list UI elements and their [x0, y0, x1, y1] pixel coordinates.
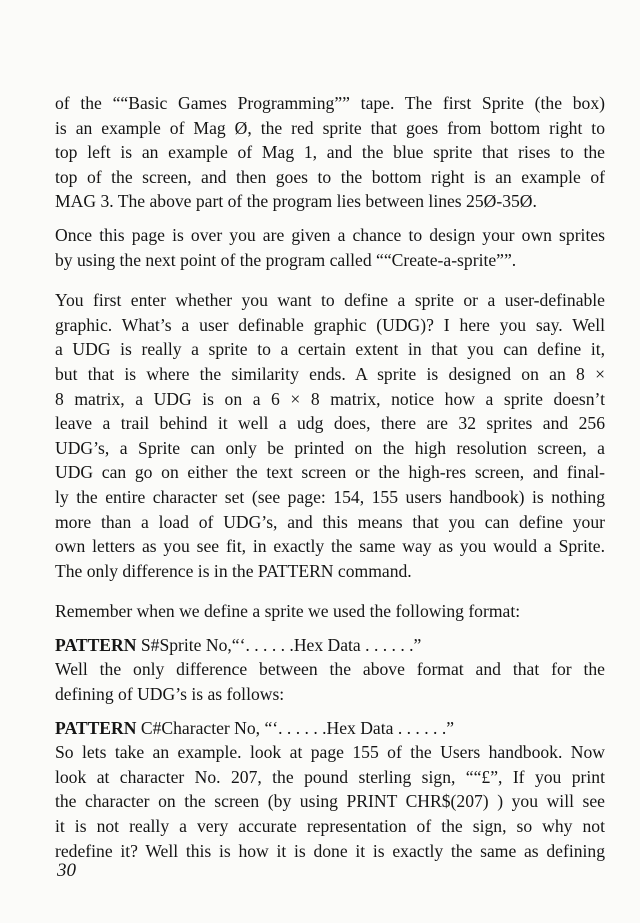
text-line: more than a load of UDG’s, and this means that you can define your — [55, 511, 605, 532]
text-line: a UDG is really a sprite to a certain extent in that you can define it, — [55, 339, 605, 360]
code-pattern-sprite — [55, 633, 605, 658]
text-line: So lets take an example. look at page 155 of the Users handbook. Now — [55, 742, 605, 763]
text-line: You first enter whether you want to define a sprite or a user-definable — [55, 290, 605, 311]
page-body — [55, 91, 605, 863]
text-line: look at character No. 207, the pound sterling sign, ““£”, If you print — [55, 766, 605, 787]
text-line: graphic. What’s a user definable graphic (UDG)? I here you say. Well — [55, 314, 605, 335]
paragraph-udg-explanation — [55, 288, 605, 583]
page-number: 30 — [57, 860, 76, 881]
text-line: MAG 3. The above part of the program lies between lines 25Ø-35Ø. — [55, 191, 537, 212]
text-line: is an example of Mag Ø, the red sprite that goes from bottom right to — [55, 117, 605, 138]
paragraph-pound-example — [55, 740, 605, 863]
text-line: defining of UDG’s is as follows: — [55, 684, 285, 705]
paragraph-create-a-sprite — [55, 223, 605, 272]
text-line: UDG’s, a Sprite can only be printed on the high resolution screen, a — [55, 437, 605, 458]
text-line: Once this page is over you are given a chance to design your own sprites — [55, 224, 605, 245]
text-line: UDG can go on either the text screen or the high-res screen, and final- — [55, 462, 605, 483]
paragraph-sprite-examples — [55, 91, 605, 214]
text-line: leave a trail behind it well a udg does, there are 32 sprites and 256 — [55, 413, 605, 434]
code-arguments: C#Character No, “‘. . . . . .Hex Data . . . . . .” — [136, 717, 455, 738]
text-line: top left is an example of Mag 1, and the blue sprite that rises to the — [55, 142, 605, 163]
text-line: but that is where the similarity ends. A sprite is designed on an 8 × — [55, 363, 605, 384]
text-line: top of the screen, and then goes to the bottom right is an example of — [55, 166, 605, 187]
code-keyword: PATTERN — [55, 634, 137, 655]
code-pattern-character — [55, 716, 605, 741]
paragraph-udg-difference — [55, 657, 605, 706]
text-line: ly the entire character set (see page: 154, 155 users handbook) is nothing — [55, 486, 605, 507]
text-line: own letters as you see fit, in exactly the same way as you would a Sprite. — [55, 536, 605, 557]
text-line: redefine it? Well this is how it is done it is exactly the same as defining — [55, 840, 605, 861]
text-line: 8 matrix, a UDG is on a 6 × 8 matrix, notice how a sprite doesn’t — [55, 388, 605, 409]
text-line: The only difference is in the PATTERN command. — [55, 560, 412, 581]
paragraph-remember-format — [55, 599, 605, 624]
text-line: of the ““Basic Games Programming”” tape. The first Sprite (the box) — [55, 93, 605, 113]
code-arguments: S#Sprite No,“‘. . . . . .Hex Data . . . . . .” — [136, 634, 422, 655]
text-line: the character on the screen (by using PRINT CHR$(207) ) you will see — [55, 791, 605, 812]
code-keyword: PATTERN — [55, 717, 137, 738]
text-line: Remember when we define a sprite we used the following format: — [55, 601, 521, 622]
text-line: Well the only difference between the above format and that for the — [55, 659, 605, 680]
text-line: by using the next point of the program called ““Create-a-sprite””. — [55, 249, 517, 270]
text-line: it is not really a very accurate representation of the sign, so why not — [55, 816, 605, 837]
